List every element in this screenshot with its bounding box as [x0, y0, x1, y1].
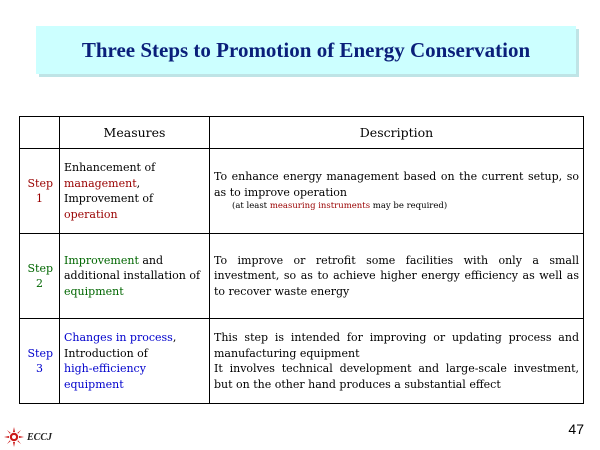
measures-highlight: management — [64, 176, 137, 190]
measures-text: , — [136, 176, 141, 190]
table-row — [20, 234, 584, 319]
measures-text: Improvement of — [64, 192, 154, 205]
description-text: To enhance energy management based on the current setup, so as to improve operation — [214, 170, 579, 199]
table-row — [20, 149, 584, 234]
description-text: This step is intended for improving or updating process and manufacturing equipment — [214, 331, 579, 360]
description-note — [214, 200, 579, 213]
steps-table — [19, 116, 584, 404]
table-row — [20, 319, 584, 404]
header-description: Description — [210, 117, 584, 149]
title-banner — [36, 26, 576, 74]
note-text: may be required) — [370, 201, 448, 211]
measures-text: , — [172, 331, 177, 344]
eccj-logo — [4, 427, 52, 447]
header-step — [20, 117, 60, 149]
step-label-1 — [20, 149, 60, 234]
step-label-3 — [20, 319, 60, 404]
sunburst-logo-icon — [4, 427, 24, 447]
step-label-2 — [20, 234, 60, 319]
logo-text: ECCJ — [27, 431, 53, 443]
measures-highlight: equipment — [64, 284, 124, 298]
description-text: It involves technical development and large-scale investment, but on the other hand produces a substantial effect — [214, 362, 579, 391]
slide-title: Three Steps to Promotion of Energy Conservation — [81, 37, 531, 62]
measures-text: and additional installation of — [64, 253, 201, 283]
measures-highlight: Changes in process — [64, 331, 173, 344]
note-highlight: measuring instruments — [269, 201, 371, 211]
description-cell-1 — [210, 149, 584, 234]
page-number: 47 — [568, 421, 584, 437]
table-header-row — [20, 117, 584, 149]
description-cell-3 — [210, 319, 584, 404]
measures-text: Introduction of — [64, 346, 148, 360]
step-text: Step 3 — [27, 347, 54, 375]
measures-cell-1 — [60, 149, 210, 234]
measures-text: Enhancement of — [64, 161, 156, 174]
measures-cell-3 — [60, 319, 210, 404]
measures-highlight: Improvement — [64, 253, 139, 267]
note-text: (at least — [232, 201, 270, 211]
step-text: Step 1 — [27, 177, 54, 205]
description-cell-2 — [210, 234, 584, 319]
header-measures: Measures — [60, 117, 210, 149]
measures-highlight: operation — [64, 207, 118, 221]
description-text: To improve or retrofit some facilities with only a small investment, so as to achieve higher energy efficiency as well as to recover waste energy — [214, 253, 579, 298]
measures-highlight: high-efficiency equipment — [64, 362, 146, 391]
measures-cell-2 — [60, 234, 210, 319]
step-text: Step 2 — [27, 262, 54, 290]
